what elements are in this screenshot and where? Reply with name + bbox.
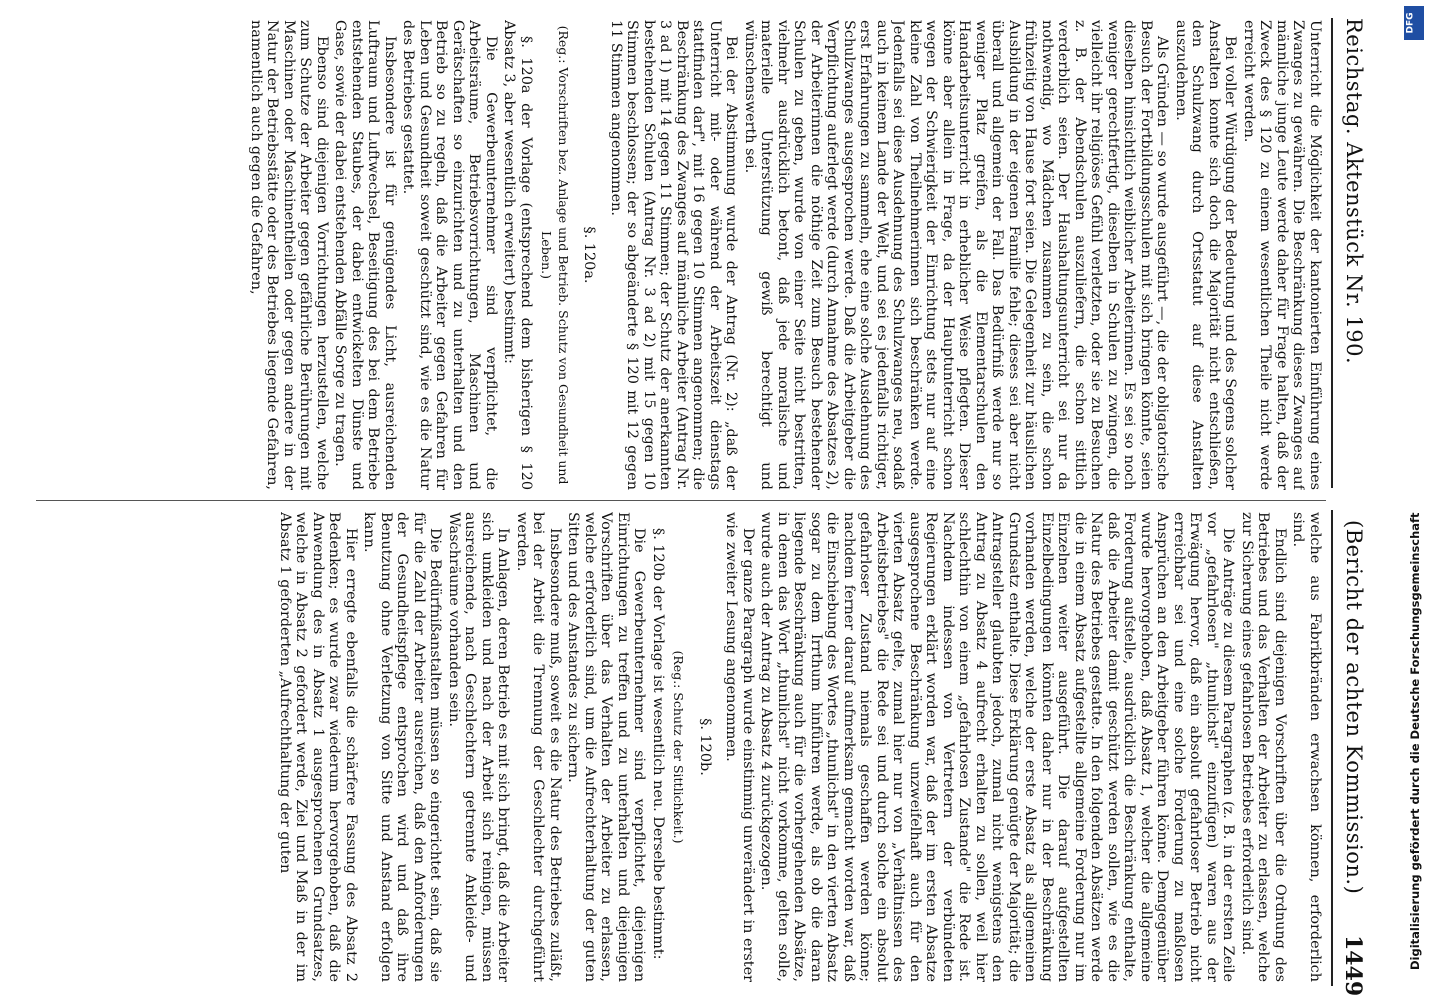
section-heading: §. 120a. <box>581 226 598 284</box>
paragraph: Endlich sind diejenigen Vorschriften über die Ordnung des Betriebes und das Verhalten der Arbeiter zu erlassen, welche zur Sicherung eines gefahrlosen Betriebes erforderlich sind. <box>1239 512 1288 982</box>
paragraph-continued: welche aus Fabrikbränden erwachsen können, erforderlich sind. <box>1290 512 1323 982</box>
paragraph-continued: Unterricht die Möglichkeit der kantonierten Einführung eines Zwanges zu gewähren. Die Beschränkung dieses Zwanges auf männliche junge Leute werde daher für Frage halten, daß der Zweck des § 120 zu einem wesentlichen Theile nicht werde erreicht werden. <box>1241 20 1323 490</box>
paragraph: Die Bedürfnißanstalten müssen so eingerichtet sein, daß sie für die Zahl der Arbeiter ausreichen, daß den Anforderungen der Gesundheitspflege entsprochen wird und daß ihre Benutzung ohne Verletzung von Sitte und Anstand erfolgen kann. <box>361 512 444 982</box>
paragraph: Die Gewerbeunternehmer sind verpflichtet, die Arbeitsräume, Betriebsvorrichtungen, Maschinen und Gerätschaften so einzurichten und zu unterhalten und den Betrieb so zu regeln, daß die Arbeiter gegen Gefahren für Leben und Gesundheit soweit geschützt sind, wie es die Natur des Betriebes gestattet. <box>400 20 499 490</box>
paragraph: Der ganze Paragraph wurde einstimmig unverändert in erster wie zweiter Lesung angenommen. <box>723 512 756 982</box>
section-heading: §. 120b. <box>697 718 713 776</box>
paragraph: Bei der Abstimmung wurde der Antrag (Nr. 2): „daß der Unterricht mit- oder während der Arbeitszeit dienstags stattfinden darf", mit 16 gegen 10 Stimmen angenommen; die Beschränkung des Zwanges auf männliche Arbeiter (Antrag Nr. 3 ad 1) mit 14 gegen 11 Stimmen; der Schutz der anerkannten bestehenden Schulen (Antrag Nr. 3 ad 2) mit 15 gegen 10 Stimmen beschlossen; der so abgeänderte § 120 mit 12 gegen 11 Stimmen angenommen. <box>608 20 740 490</box>
dfg-logo-text: DFG <box>1405 12 1416 34</box>
text-column-right <box>33 512 1323 982</box>
column-divider <box>36 500 1326 501</box>
paragraph: Hier erregte ebenfalls die schärfere Fassung des Absatz 2 Bedenken; es wurde zwar wiederum hervorgehoben, daß die Anwendung des in Absatz 1 ausgesprochenen Grundsatzes, welche in Absatz 2 gefordert werde, Ziel und Maß in der im Absatz 1 geforderten „Aufrechthaltung der guten <box>277 512 359 982</box>
running-header-right: (Bericht der achten Kommission.) <box>1342 520 1366 895</box>
paragraph: Ebenso sind diejenigen Vorrichtungen herzustellen, welche zum Schutze der Arbeiter gegen gefährliche Berührungen mit Maschinen oder Maschinentheilen oder gegen andere in der Natur der Betriebsstätte oder des Betriebes liegende Gefahren, namentlich auch gegen die Gefahren, <box>248 20 330 490</box>
section-subheading: (Reg.: Schutz der Sittlichkeit.) <box>671 650 687 844</box>
section-subheading: (Reg.: Vorschriften bez. Anlage und Betrieb. Schutz von Gesundheit und Leben.) <box>539 25 571 485</box>
paragraph: Insbesondere ist für genügendes Licht, ausreichenden Luftraum und Luftwechsel, Beseitigung des bei dem Betriebe entstehenden Staubes, der dabei entwickelten Dünste und Gase, sowie der dabei entstehenden Abfälle Sorge zu tragen. <box>332 20 398 490</box>
running-header-left: Reichstag. Aktenstück Nr. 190. <box>1342 18 1366 365</box>
page-number: 1449 <box>1340 935 1366 997</box>
paragraph: Die Gewerbeunternehmer sind verpflichtet, diejenigen Einrichtungen zu treffen und zu unterhalten und diejenigen Vorschriften über das Verhalten der Arbeiter zu erlassen, welche erforderlich sind, um die Aufrechterhaltung der guten Sitten und des Anstandes zu sichern. <box>565 512 648 982</box>
digitization-note-text: Digitalisierung gefördert durch die Deutsche Forschungsgemeinschaft <box>1408 512 1422 970</box>
document-page <box>8 0 1408 1000</box>
paragraph: §. 120a der Vorlage (entsprechend dem bisherigen § 120 Absatz 3, aber wesentlich erweitert) bestimmt: <box>501 20 534 490</box>
header-rule-left <box>1331 18 1333 488</box>
paragraph: Insbesondere muß, soweit es die Natur des Betriebes zuläßt, bei der Arbeit die Trennung der Geschlechter durchgeführt werden. <box>514 512 563 982</box>
header-rule-right <box>1331 510 1333 986</box>
paragraph: Als Gründen — so wurde ausgeführt —, die der obligatorische Besuch der Fortbildungsschulen mit sich bringen könnte, seien dieselben hinsichtlich weiblicher Arbeiterinnen. Es sei so noch weniger gerechtfertigt, dieselben in Schulen zu zwingen, die vielleicht ihr religiöses Gefühl verletzten, oder sie zu Besuchen z. B. der Abendschulen auszuliefern, die schon sittlich verderblich seien. Der Haushaltungsunterricht sei nur da nothwendig, wo Mädchen zusammen zu sein, die schon frühzeitig von Hause fort seien. Die Gelegenheit zur häuslichen Ausbildung in der eigenen Familie fehle; dieses sei aber nicht überall und allgemein der Fall. Das Bedürfniß werde nur so weniger Platz greifen, als die Elementarschulen den Handarbeitsunterricht in erheblicher Weise pflegten. Dieser könne aber allein in Frage, da der Hauptunterricht schon wegen der Schwierigkeit der Einrichtung stets nur auf eine kleine Zahl von Theilnehmerinnen sich beschränken werde. Jedenfalls sei diese Ausdehnung des Schulzwanges neu, sodaß auch in keinem Lande der Welt, und sei es jedenfalls richtiger, erst Erfahrungen zu sammeln, ehe eine solche Ausdehnung des Schulzwanges ausgesprochen werde. Daß die Arbeitgeber die Verpflichtung auferlegt werde (durch Annahme des Absatzes 2), der Arbeiterinnen die nöthige Zeit zum Besuch bestehender Schulen zu geben, wurde von einer Seite nicht bestritten, vielmehr ausdrücklich betont, daß jede moralische und materielle Unterstützung gewiß berechtigt und wünschenswerth sei. <box>742 20 1171 490</box>
paragraph: §. 120b der Vorlage ist wesentlich neu. Derselbe bestimmt: <box>650 528 666 960</box>
paragraph: In Anlagen, deren Betrieb es mit sich bringt, daß die Arbeiter sich umkleiden und nach der Arbeit sich reinigen, müssen ausreichende, nach Geschlechtern getrennte Ankleide- und Waschräume vorhanden sein. <box>446 512 512 982</box>
paragraph: Bei voller Würdigung der Bedeutung und des Segens solcher Anstalten konnte sich doch die Majorität nicht entschließen, den Schulzwang durch Ortsstatut auf diese Anstalten auszudehnen. <box>1173 20 1239 490</box>
digitization-note <box>1405 30 1425 970</box>
paragraph: Die Anträge zu diesem Paragraphen (z. B. in der ersten Zeile vor „gefahrlosen" „thunlichst" einzufügen) waren aus der Erwägung hervor, daß ein absolut gefahrloser Betrieb nicht erreichbar sei und eine solche Forderung zu maßlosen Ansprüchen an den Arbeitgeber führen könne. Demgegenüber wurde hervorgehoben, daß Absatz 1, welcher die allgemeine Forderung aufstelle, ausdrücklich die Beschränkung enthalte, daß die Arbeiter damit geschützt werden sollen, wie es die Natur des Betriebes gestatte. In den folgenden Absätzen werde die in einem Absatz aufgestellte allgemeine Forderung nur im Einzelnen weiter ausgeführt. Die darauf aufgestellten Einzelbedingungen könnten daher nur in der Beschränkung vorhanden werden, welche der erste Absatz als allgemeinen Grundsatz enthalte. Diese Erklärung genügte der Majorität; die Antragsteller glaubten jedoch, zumal nicht wenigstens den Antrag zu Absatz 4 aufrecht erhalten zu sollen, weil hier schlechthin von einem „gefahrlosen Zustande" die Rede ist. Nachdem indessen von Vertretern der verbündeten Regierungen erklärt worden war, daß der im ersten Absatze ausgesprochene Beschränkung unzweifelhaft auch für den vierten Absatz gelte, zumal hier nur von „Verhältnissen des Arbeitsbetriebes" die Rede sei und durch solche ein absolut gefahrloser Zustand niemals geschaffen werden könne; nachdem ferner darauf aufmerksam gemacht worden war, daß die Einschiebung des Wortes „thunlichst" in den vierten Absatz sogar zu dem Irrthum hinführen werde, als ob die daran liegende Beschränkung auch für die vorhergehenden Absätze, in denen das Wort „thunlichst" nicht vorkomme, gelten solle, wurde auch der Antrag zu Absatz 4 zurückgezogen. <box>758 512 1237 982</box>
text-column-left <box>33 20 1323 490</box>
